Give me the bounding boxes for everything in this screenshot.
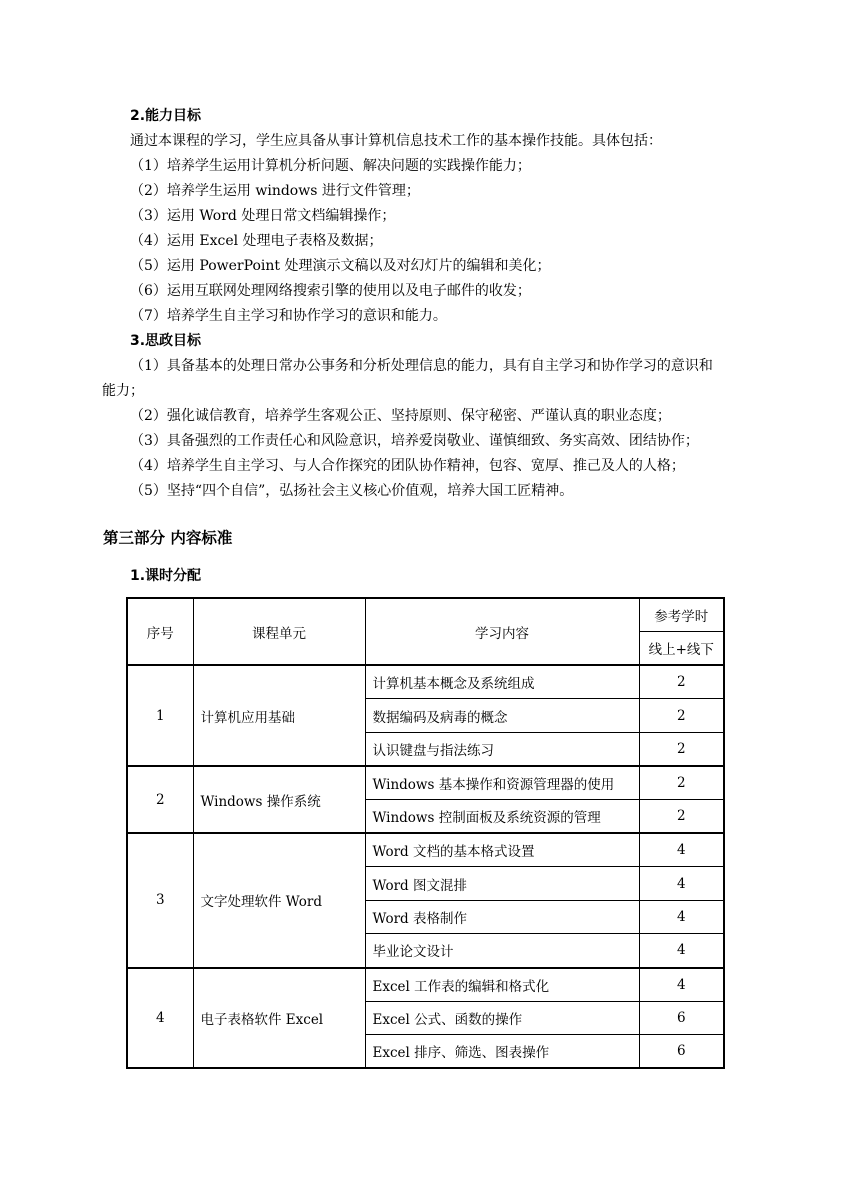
ideology-heading: 3.思政目标 bbox=[130, 333, 202, 349]
ability-item: （5）运用 PowerPoint 处理演示文稿以及对幻灯片的编辑和美化； bbox=[130, 258, 551, 274]
cell-hours: 6 bbox=[639, 1035, 724, 1069]
ability-heading: 2.能力目标 bbox=[130, 108, 202, 124]
cell-no: 3 bbox=[127, 833, 193, 967]
header-content: 学习内容 bbox=[365, 598, 639, 665]
cell-content: Word 图文混排 bbox=[365, 867, 639, 901]
table-row bbox=[127, 968, 724, 1002]
header-unit: 课程单元 bbox=[193, 598, 365, 665]
cell-unit: 计算机应用基础 bbox=[193, 665, 365, 766]
cell-unit: 电子表格软件 Excel bbox=[193, 968, 365, 1069]
ideology-item-continuation: 能力； bbox=[102, 383, 144, 399]
header-ref-hours: 参考学时 bbox=[639, 598, 724, 632]
ability-item: （3）运用 Word 处理日常文档编辑操作； bbox=[130, 208, 396, 224]
ability-intro: 通过本课程的学习，学生应具备从事计算机信息技术工作的基本操作技能。具体包括： bbox=[130, 133, 662, 149]
ideology-item: （3）具备强烈的工作责任心和风险意识，培养爱岗敬业、谨慎细致、务实高效、团结协作； bbox=[130, 433, 699, 449]
ability-item: （7）培养学生自主学习和协作学习的意识和能力。 bbox=[130, 308, 447, 324]
cell-content: Word 文档的基本格式设置 bbox=[365, 833, 639, 867]
schedule-heading: 1.课时分配 bbox=[130, 568, 202, 584]
ability-item: （2）培养学生运用 windows 进行文件管理； bbox=[130, 183, 420, 199]
header-no: 序号 bbox=[127, 598, 193, 665]
cell-hours: 2 bbox=[639, 732, 724, 766]
cell-content: Excel 排序、筛选、图表操作 bbox=[365, 1035, 639, 1069]
ability-item: （1）培养学生运用计算机分析问题、解决问题的实践操作能力； bbox=[130, 158, 531, 174]
cell-hours: 4 bbox=[639, 867, 724, 901]
cell-content: Windows 基本操作和资源管理器的使用 bbox=[365, 766, 639, 800]
schedule-table bbox=[126, 597, 725, 1069]
cell-unit: Windows 操作系统 bbox=[193, 766, 365, 833]
cell-content: Windows 控制面板及系统资源的管理 bbox=[365, 800, 639, 834]
cell-content: Excel 公式、函数的操作 bbox=[365, 1001, 639, 1035]
cell-hours: 4 bbox=[639, 833, 724, 867]
cell-hours: 4 bbox=[639, 900, 724, 934]
table-row bbox=[127, 766, 724, 800]
cell-hours: 4 bbox=[639, 934, 724, 968]
table-row bbox=[127, 665, 724, 699]
table-row bbox=[127, 833, 724, 867]
cell-hours: 6 bbox=[639, 1001, 724, 1035]
cell-content: 计算机基本概念及系统组成 bbox=[365, 665, 639, 699]
cell-unit: 文字处理软件 Word bbox=[193, 833, 365, 967]
ideology-item: （2）强化诚信教育，培养学生客观公正、坚持原则、保守秘密、严谨认真的职业态度； bbox=[130, 408, 671, 424]
cell-content: 认识键盘与指法练习 bbox=[365, 732, 639, 766]
cell-hours: 2 bbox=[639, 665, 724, 699]
cell-hours: 2 bbox=[639, 800, 724, 834]
cell-no: 1 bbox=[127, 665, 193, 766]
cell-hours: 4 bbox=[639, 968, 724, 1002]
cell-content: Word 表格制作 bbox=[365, 900, 639, 934]
part3-title: 第三部分 内容标准 bbox=[103, 529, 233, 547]
ideology-item: （4）培养学生自主学习、与人合作探究的团队协作精神，包容、宽厚、推己及人的人格； bbox=[130, 458, 685, 474]
cell-content: 毕业论文设计 bbox=[365, 934, 639, 968]
table-header-row bbox=[127, 598, 724, 632]
ideology-item: （5）坚持“四个自信”，弘扬社会主义核心价值观，培养大国工匠精神。 bbox=[130, 483, 574, 499]
cell-no: 2 bbox=[127, 766, 193, 833]
cell-content: 数据编码及病毒的概念 bbox=[365, 699, 639, 733]
ability-item: （6）运用互联网处理网络搜索引擎的使用以及电子邮件的收发； bbox=[130, 283, 531, 299]
cell-no: 4 bbox=[127, 968, 193, 1069]
ability-item: （4）运用 Excel 处理电子表格及数据； bbox=[130, 233, 383, 249]
cell-hours: 2 bbox=[639, 766, 724, 800]
ideology-item: （1）具备基本的处理日常办公事务和分析处理信息的能力，具有自主学习和协作学习的意识和 bbox=[130, 358, 713, 374]
header-mode: 线上+线下 bbox=[639, 632, 724, 666]
cell-content: Excel 工作表的编辑和格式化 bbox=[365, 968, 639, 1002]
cell-hours: 2 bbox=[639, 699, 724, 733]
